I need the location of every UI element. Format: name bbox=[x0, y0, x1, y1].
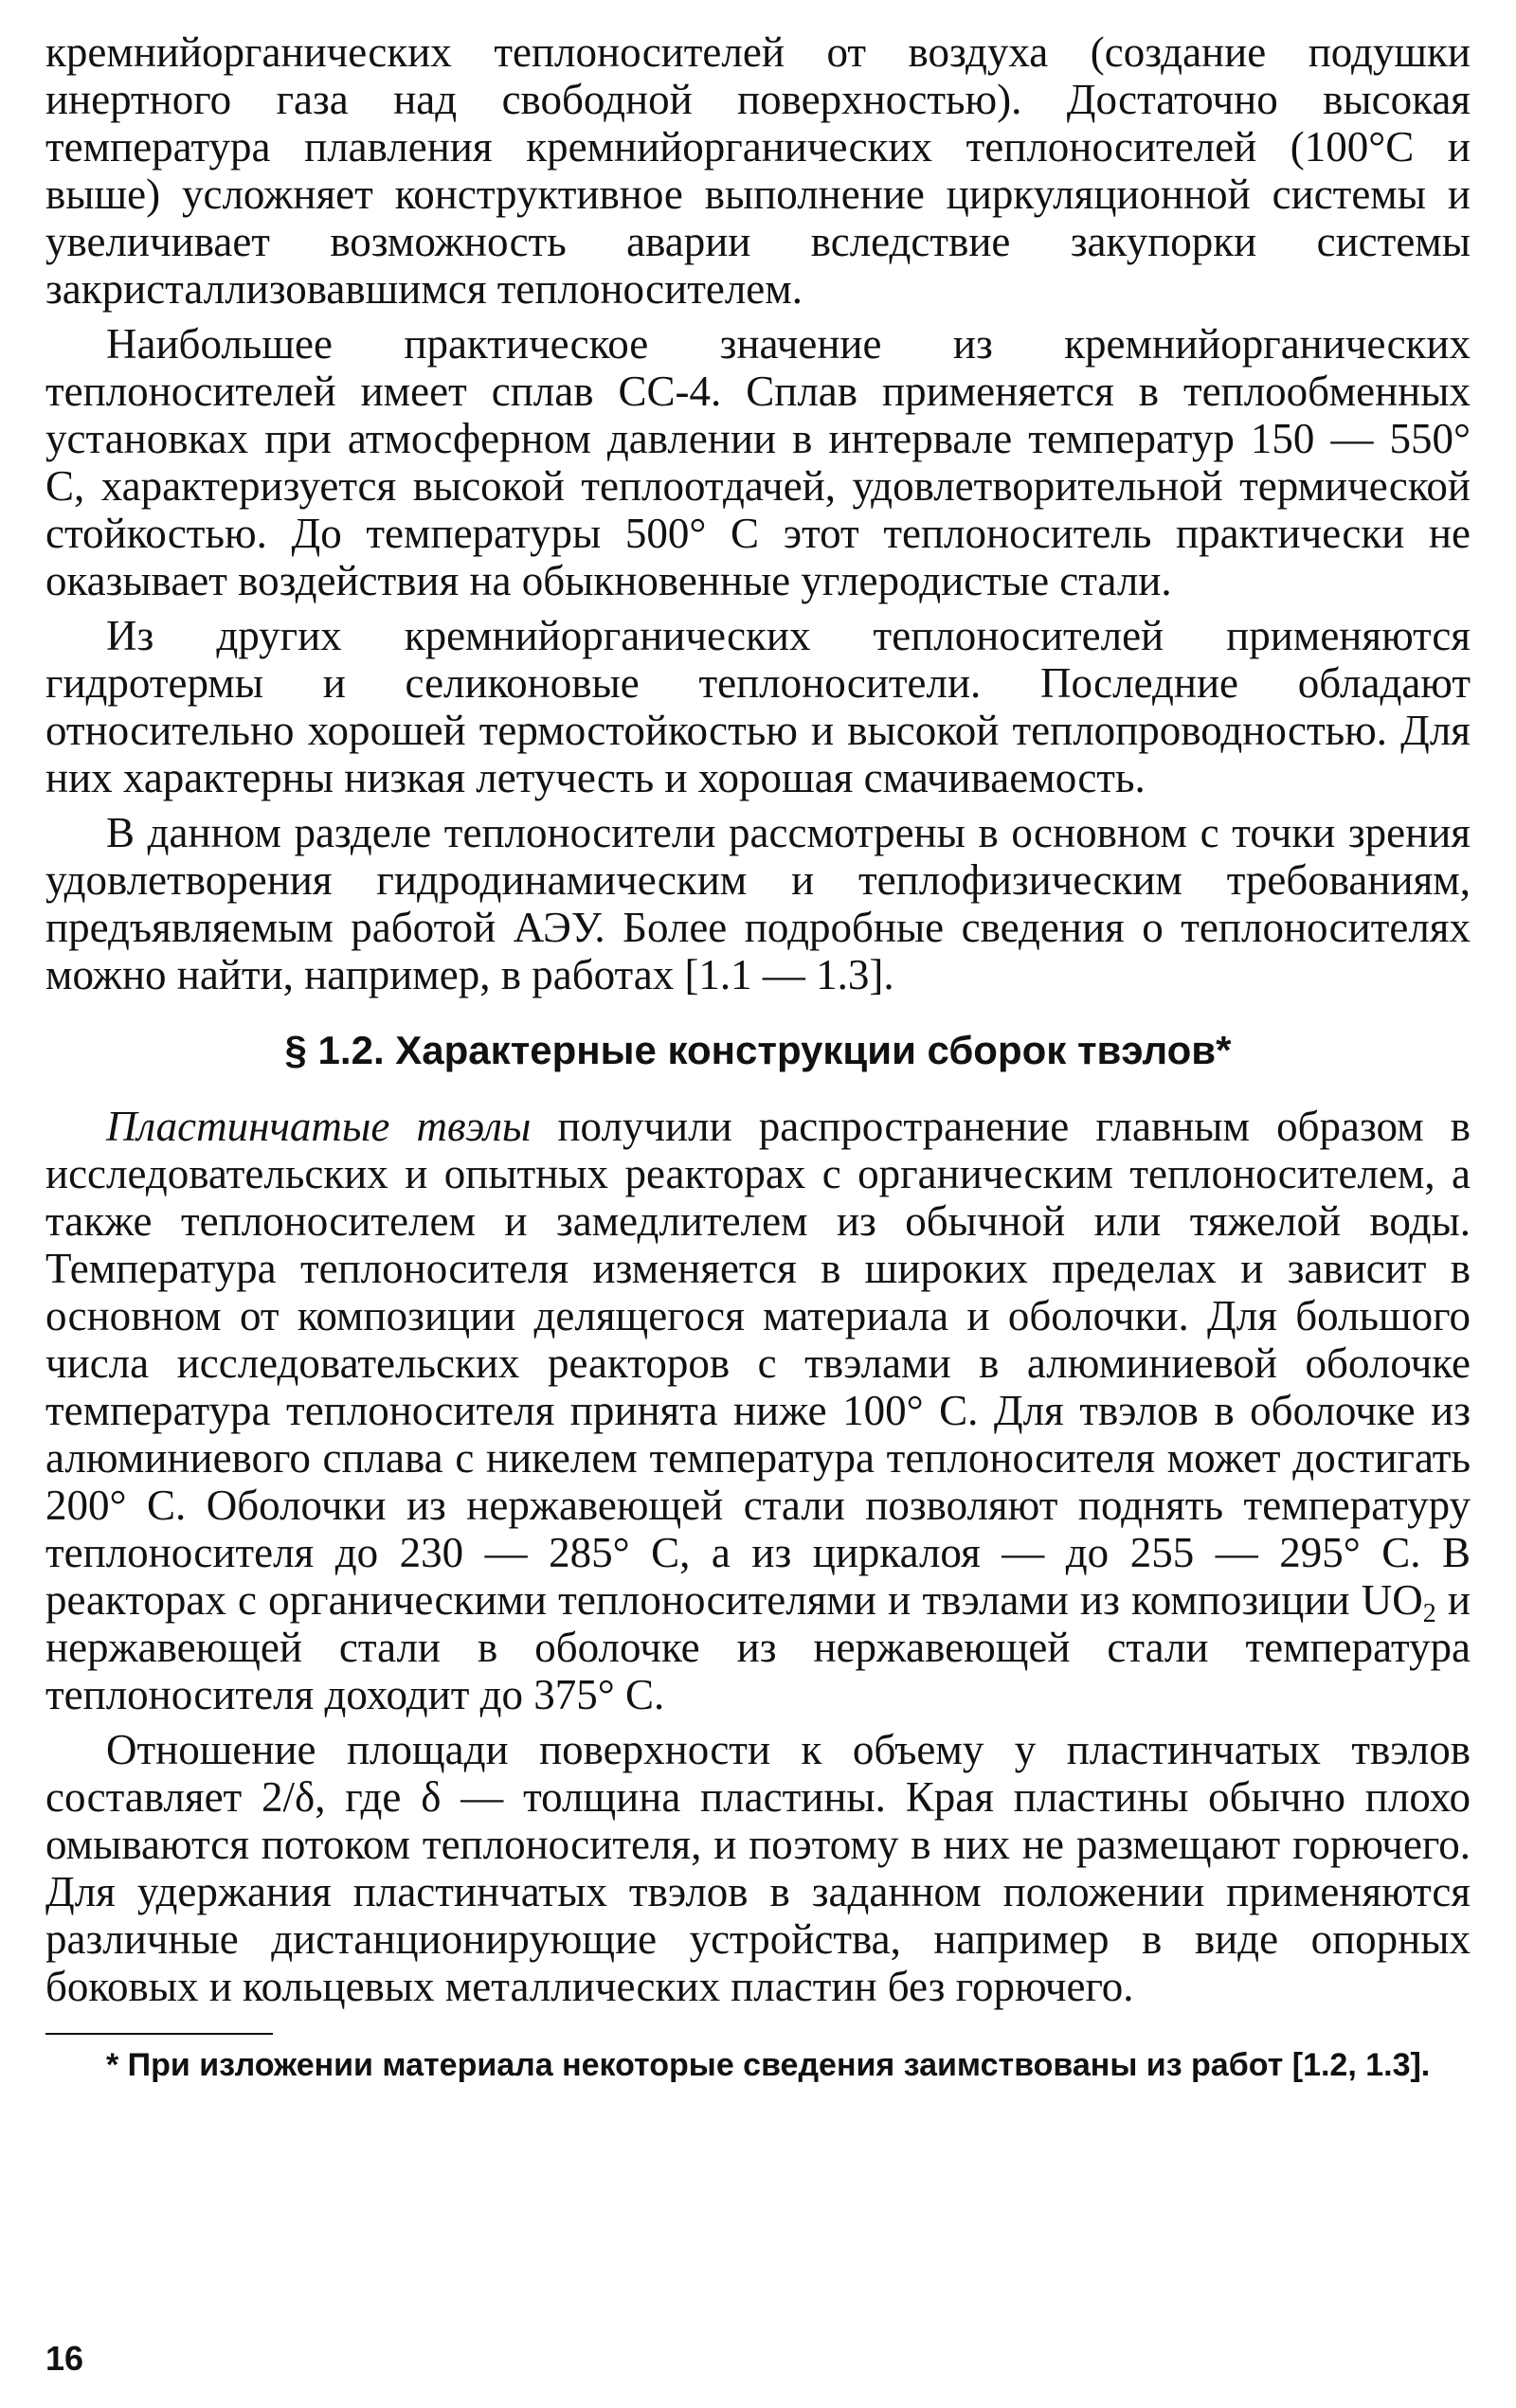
paragraph-alloy-ss4: Наибольшее практическое значение из кремнийорганических теплоносителей имеет сплав СС-4. Сплав применяется в теплообменных установках при атмосферном давлении в интервале температур 150 — 550° С, характеризуется высокой теплоотдачей, удовлетворительной термической стойкостью. До температуры 500° С этот теплоноситель практически не оказывает воздействия на обыкновенные углеродистые стали. bbox=[45, 320, 1471, 604]
footnote: * При изложении материала некоторые сведения заимствованы из работ [1.2, 1.3]. bbox=[106, 2047, 1431, 2083]
paragraph-section-summary: В данном разделе теплоносители рассмотрены в основном с точки зрения удовлетворения гидродинамическим и теплофизическим требованиям, предъявляемым работой АЭУ. Более подробные сведения о теплоносителях можно найти, например, в работах [1.1 — 1.3]. bbox=[45, 809, 1471, 998]
paragraph-text-part: получили распространение главным образом в исследовательских и опытных реакторах с органическим теплоносителем, а также теплоносителем и замедлителем из обычной или тяжелой воды. Температура теплоносителя изменяется в широких пределах и зависит в основном от композиции делящегося материала и оболочки. Для большого числа исследовательских реакторов с твэлами в алюминиевой оболочке температура теплоносителя принята ниже 100° С. Для твэлов в оболочке из алюминиевого сплава с никелем температура теплоносителя может достигать 200° С. Оболочки из нержавеющей стали позволяют поднять температуру теплоносителя до 230 — 285° С, а из циркалоя — до 255 — 295° С. В реакторах с органическими теплоносителями и твэлами из композиции UO bbox=[45, 1103, 1471, 1624]
subscript: 2 bbox=[1422, 1599, 1436, 1628]
italic-term: Пластинчатые твэлы bbox=[106, 1103, 532, 1150]
paragraph-surface-ratio: Отношение площади поверхности к объему у пластинчатых твэлов составляет 2/δ, где δ — толщина пластины. Края пластины обычно плохо омываются потоком теплоносителя, и поэтому в них не размещают горючего. Для удержания пластинчатых твэлов в заданном положении применяются различные дистанционирующие устройства, например в виде опорных боковых и кольцевых металлических пластин без горючего. bbox=[45, 1726, 1471, 2010]
paragraph-other-coolants: Из других кремнийорганических теплоносителей применяются гидротермы и селиконовые теплоносители. Последние обладают относительно хорошей термостойкостью и высокой теплопроводностью. Для них характерны низкая летучесть и хорошая смачиваемость. bbox=[45, 612, 1471, 801]
paragraph-coolant-protection: кремнийорганических теплоносителей от воздуха (создание подушки инертного газа над свободной поверхностью). Достаточно высокая температура плавления кремнийорганических теплоносителей (100°С и выше) усложняет конструктивное выполнение циркуляционной системы и увеличивает возможность аварии вследствие закупорки системы закристаллизовавшимся теплоносителем. bbox=[45, 28, 1471, 313]
section-heading: § 1.2. Характерные конструкции сборок твэлов* bbox=[284, 1028, 1232, 1072]
page-number: 16 bbox=[45, 2339, 84, 2378]
book-page bbox=[45, 28, 1471, 2378]
paragraph-text-part: и нержавеющей стали в оболочке из нержавеющей стали температура теплоносителя доходит до 375° С. bbox=[45, 1576, 1471, 1718]
paragraph-plate-fuel-elements bbox=[45, 1103, 1471, 1718]
footnote-divider bbox=[45, 2033, 273, 2035]
